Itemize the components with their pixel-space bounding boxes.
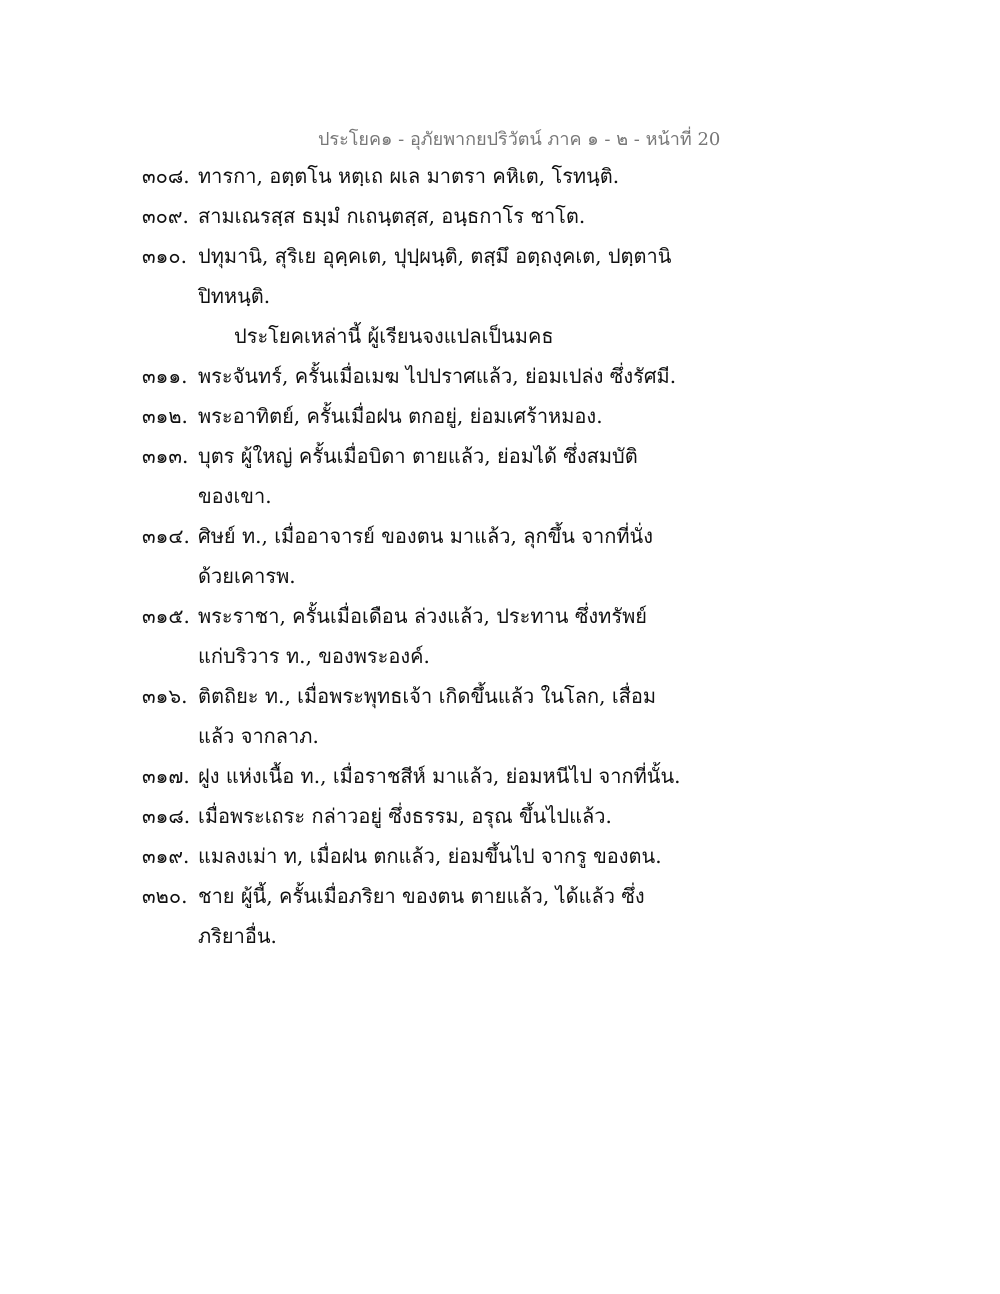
exercise-text: ติตถิยะ ท., เมื่อพระพุทธเจ้า เกิดขึ้นแล้ว ในโลก, เสื่อม: [198, 684, 657, 708]
exercise-number: ๓๑๔.: [142, 524, 190, 548]
exercise-text: ฝูง แห่งเนื้อ ท., เมื่อราชสีห์ มาแล้ว, ย่อมหนีไป จากที่นั้น.: [198, 764, 681, 788]
exercise-item: [142, 236, 722, 316]
exercise-text: แมลงเม่า ท, เมื่อฝน ตกแล้ว, ย่อมขึ้นไป จากรู ของตน.: [198, 844, 662, 868]
exercise-number: ๓๒๐.: [142, 884, 188, 908]
exercise-line: [142, 156, 722, 196]
exercise-item: [142, 836, 722, 876]
exercise-line: [142, 196, 722, 236]
exercise-line: [142, 876, 722, 916]
exercise-item: [142, 756, 722, 796]
exercise-line: [142, 396, 722, 436]
exercise-line: [142, 516, 722, 556]
exercise-line: [142, 836, 722, 876]
exercise-line: [142, 236, 722, 276]
exercise-item: [142, 196, 722, 236]
section-heading: ประโยคเหล่านี้ ผู้เรียนจงแปลเป็นมคธ: [234, 324, 554, 348]
exercise-item: [142, 596, 722, 676]
exercise-number: ๓๑๙.: [142, 844, 190, 868]
exercise-list: [142, 156, 722, 956]
exercise-line: [142, 596, 722, 636]
exercise-line: [142, 796, 722, 836]
exercise-number: ๓๑๐.: [142, 244, 187, 268]
exercise-continuation: ปิทหนฺติ.: [198, 284, 271, 308]
exercise-continuation: ของเขา.: [198, 484, 272, 508]
exercise-item: [142, 516, 722, 596]
exercise-text: ทารกา, อตฺตโน หตฺเถ ผเล มาตรา คหิเต, โรทนฺติ.: [198, 164, 620, 188]
exercise-text: เมื่อพระเถระ กล่าวอยู่ ซึ่งธรรม, อรุณ ขึ้นไปแล้ว.: [198, 804, 612, 828]
exercise-item: [142, 156, 722, 196]
exercise-text: สามเณรสฺส ธมฺมํ กเถนฺตสฺส, อนฺธกาโร ชาโต.: [198, 204, 586, 228]
exercise-number: ๓๐๘.: [142, 164, 190, 188]
exercise-number: ๓๐๙.: [142, 204, 189, 228]
exercise-text: ชาย ผู้นี้, ครั้นเมื่อภริยา ของตน ตายแล้ว, ได้แล้ว ซึ่ง: [198, 884, 645, 908]
exercise-number: ๓๑๗.: [142, 764, 190, 788]
exercise-number: ๓๑๒.: [142, 404, 188, 428]
exercise-text: ปทุมานิ, สุริเย อุคฺคเต, ปุปฺผนฺติ, ตสฺมึ อตฺถงฺคเต, ปตฺตานิ: [198, 244, 672, 268]
exercise-number: ๓๑๘.: [142, 804, 191, 828]
exercise-text: ศิษย์ ท., เมื่ออาจารย์ ของตน มาแล้ว, ลุกขึ้น จากที่นั่ง: [198, 524, 653, 548]
exercise-continuation: แล้ว จากลาภ.: [198, 724, 319, 748]
exercise-number: ๓๑๑.: [142, 364, 188, 388]
page-header: ประโยค๑ - อุภัยพากยปริวัตน์ ภาค ๑ - ๒ - หน้าที่ 20: [318, 129, 721, 150]
exercise-line: [142, 356, 722, 396]
exercise-item: [142, 396, 722, 436]
exercise-text: บุตร ผู้ใหญ่ ครั้นเมื่อบิดา ตายแล้ว, ย่อมได้ ซึ่งสมบัติ: [198, 444, 638, 468]
exercise-number: ๓๑๖.: [142, 684, 188, 708]
exercise-number: ๓๑๓.: [142, 444, 189, 468]
exercise-text: พระอาทิตย์, ครั้นเมื่อฝน ตกอยู่, ย่อมเศร้าหมอง.: [198, 404, 603, 428]
exercise-continuation: แก่บริวาร ท., ของพระองค์.: [198, 644, 430, 668]
exercise-continuation: ภริยาอื่น.: [198, 924, 277, 948]
exercise-line: [142, 436, 722, 476]
exercise-item: [142, 436, 722, 516]
exercise-number: ๓๑๕.: [142, 604, 190, 628]
exercise-continuation: ด้วยเคารพ.: [198, 564, 296, 588]
exercise-line: [142, 676, 722, 716]
exercise-item: [142, 876, 722, 956]
exercise-text: พระจันทร์, ครั้นเมื่อเมฆ ไปปราศแล้ว, ย่อมเปล่ง ซึ่งรัศมี.: [198, 364, 677, 388]
exercise-item: [142, 676, 722, 756]
exercise-line: [142, 756, 722, 796]
exercise-item: [142, 356, 722, 396]
exercise-item: [142, 796, 722, 836]
exercise-text: พระราชา, ครั้นเมื่อเดือน ล่วงแล้ว, ประทาน ซึ่งทรัพย์: [198, 604, 647, 628]
